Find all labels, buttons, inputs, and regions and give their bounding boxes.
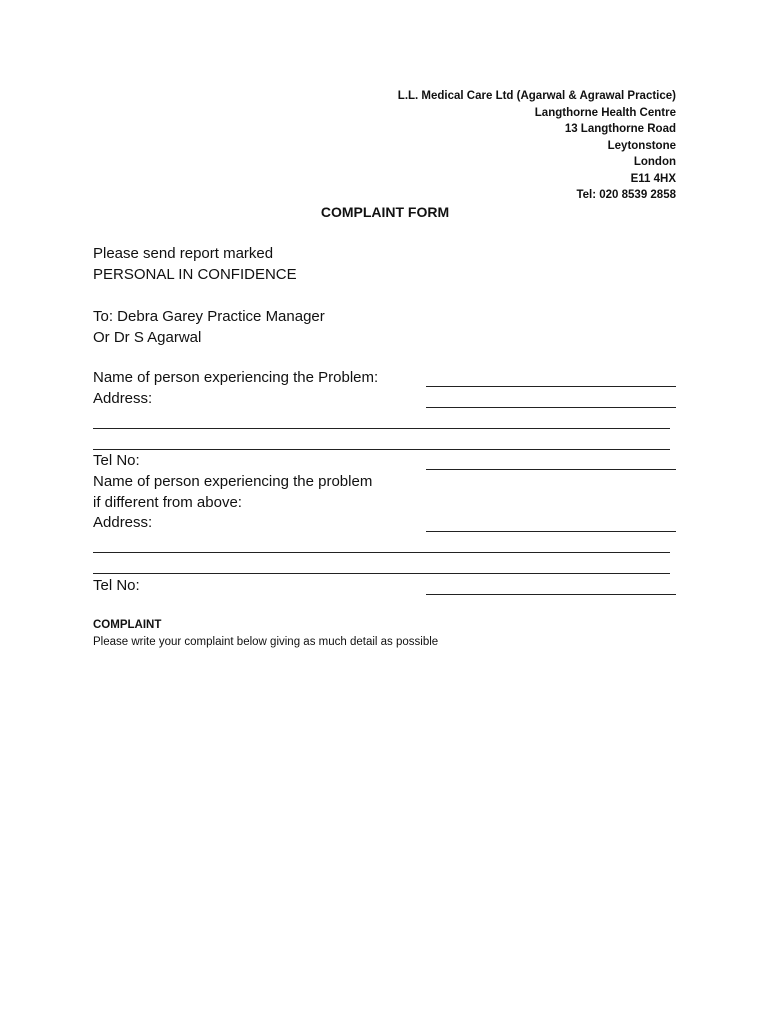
address2-line-3[interactable] <box>93 573 670 574</box>
name2-label-line-2: if different from above: <box>93 494 242 511</box>
recipient-line-1: To: Debra Garey Practice Manager <box>93 308 325 325</box>
practice-city: London <box>633 156 676 168</box>
complaint-instruction: Please write your complaint below giving as much detail as possible <box>93 636 439 648</box>
name2-label-line-1: Name of person experiencing the problem <box>93 473 373 490</box>
address2-label: Address: <box>93 514 153 531</box>
instruction-line-1: Please send report marked <box>93 245 274 262</box>
practice-tel: Tel: 020 8539 2858 <box>576 189 676 201</box>
name-field[interactable] <box>426 386 676 387</box>
recipient-line-2: Or Dr S Agarwal <box>93 329 202 346</box>
practice-address <box>398 88 676 204</box>
tel-label: Tel No: <box>93 452 140 469</box>
practice-street: 13 Langthorne Road <box>564 123 676 135</box>
practice-postcode: E11 4HX <box>630 172 676 185</box>
address2-field[interactable] <box>426 531 676 532</box>
form-title: COMPLAINT FORM <box>320 204 450 220</box>
send-instructions <box>93 243 297 285</box>
address-line-3[interactable] <box>93 449 670 450</box>
address-field[interactable] <box>426 407 676 408</box>
practice-name: L.L. Medical Care Ltd (Agarwal & Agrawal Practice) <box>397 90 676 102</box>
name-label: Name of person experiencing the Problem: <box>93 369 379 386</box>
practice-area: Leytonstone <box>607 139 676 152</box>
complaint-heading: COMPLAINT <box>93 619 162 631</box>
address-label: Address: <box>93 390 153 407</box>
tel2-label: Tel No: <box>93 577 140 594</box>
practice-centre: Langthorne Health Centre <box>534 106 676 119</box>
tel-field[interactable] <box>426 469 676 470</box>
address-line-2[interactable] <box>93 428 670 429</box>
recipients <box>93 306 325 348</box>
address2-line-2[interactable] <box>93 552 670 553</box>
tel2-field[interactable] <box>426 594 676 595</box>
instruction-line-2: PERSONAL IN CONFIDENCE <box>93 266 297 283</box>
